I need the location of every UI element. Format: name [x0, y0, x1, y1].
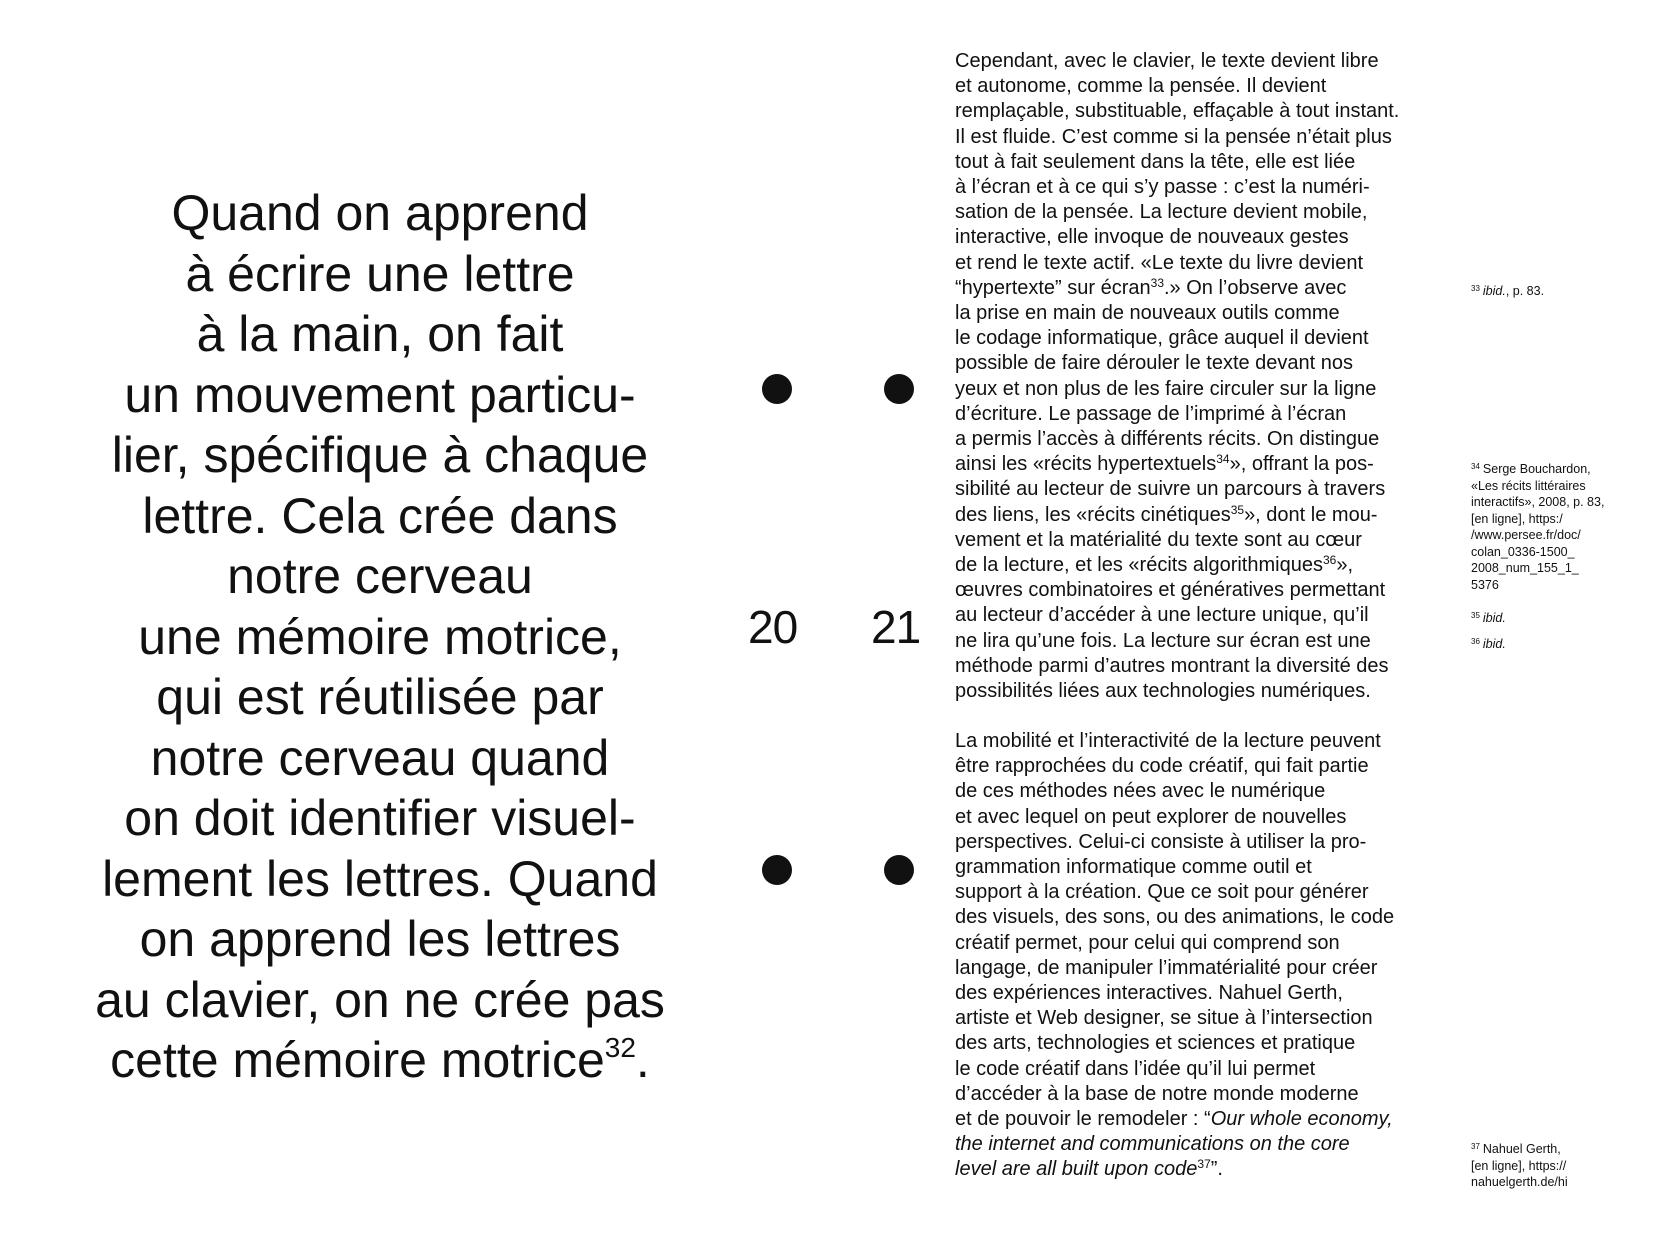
text-line: sibilité au lecteur de suivre un parcours à travers	[955, 478, 1386, 501]
text-line	[955, 1157, 1455, 1182]
footnote-36	[1471, 636, 1631, 653]
footnote-line	[1471, 636, 1631, 653]
footnote-line: «Les récits littéraires	[1471, 478, 1586, 493]
text-line: et avec lequel on peut explorer de nouvelles	[955, 805, 1347, 828]
quote-line: on apprend les lettres	[139, 911, 621, 967]
text-line: au lecteur d’accéder à une lecture unique, qu’il	[955, 604, 1369, 627]
text-line: possible de faire dérouler le texte devant nos	[955, 352, 1354, 375]
text-line: possibilités liées aux technologies numériques.	[955, 680, 1371, 703]
page-number-right: 21	[871, 601, 921, 653]
text-line: méthode parmi d’autres montrant la diversité des	[955, 654, 1389, 677]
text-segment: “hypertexte” sur écran	[955, 276, 1151, 299]
footnote-ref-33: 33	[1150, 275, 1164, 290]
text-segment: .» On l’observe avec	[1164, 276, 1347, 299]
text-line: Cependant, avec le clavier, le texte devient libre	[955, 50, 1379, 72]
text-line: support à la création. Que ce soit pour générer	[955, 881, 1369, 904]
text-segment: de la lecture, et les «récits algorithmiques	[955, 554, 1323, 577]
text-line: yeux et non plus de les faire circuler sur la ligne	[955, 377, 1377, 400]
text-line: et rend le texte actif. «Le texte du livre devient	[955, 251, 1364, 274]
dot-bottom-left	[762, 855, 792, 885]
quote-line: à la main, on fait	[196, 306, 564, 362]
text-line: de ces méthodes nées avec le numérique	[955, 780, 1326, 803]
footnote-37	[1471, 1141, 1631, 1191]
text-segment: », offrant la pos-	[1229, 453, 1374, 476]
text-line	[955, 1132, 1455, 1157]
footnote-33	[1471, 283, 1631, 300]
footnote-line	[1471, 1141, 1631, 1158]
text-line: grammation informatique comme outil et	[955, 856, 1312, 879]
text-segment: des liens, les «récits cinétiques	[955, 503, 1231, 526]
text-segment: et de pouvoir le remodeler : “	[955, 1108, 1211, 1131]
quote-line-last	[40, 1030, 720, 1091]
footnote-ibid: ibid.	[1482, 284, 1506, 298]
text-segment: », dont le mou-	[1244, 503, 1378, 526]
text-line	[955, 1107, 1455, 1132]
text-line: sation de la pensée. La lecture devient mobile,	[955, 201, 1368, 224]
footnote-line: /www.persee.fr/doc/	[1471, 528, 1581, 542]
quote-line: une mémoire motrice,	[138, 608, 622, 665]
footnote-ref-35: 35	[1230, 502, 1245, 517]
footnote-line: [en ligne], https:/	[1471, 511, 1563, 526]
text-line	[955, 503, 1455, 528]
text-segment: »,	[1336, 554, 1354, 577]
text-line: des visuels, des sons, ou des animations, le code	[955, 906, 1395, 929]
text-line: tout à fait seulement dans la tête, elle est liée	[955, 150, 1356, 173]
footnote-text: Serge Bouchardon,	[1482, 462, 1591, 476]
text-line: La mobilité et l’interactivité de la lecture peuvent	[955, 730, 1381, 752]
text-line	[955, 452, 1455, 477]
text-line: et autonome, comme la pensée. Il devient	[955, 75, 1327, 98]
footnote-number: 36	[1471, 637, 1480, 646]
footnote-line	[1471, 283, 1631, 300]
dot-top-left	[762, 374, 792, 404]
footnote-ref-32: 32	[604, 1032, 636, 1063]
quote-line: au clavier, on ne crée pas	[95, 971, 665, 1028]
text-line	[955, 553, 1455, 578]
dot-bottom-right	[884, 855, 914, 885]
quote-line: lier, spécifique à chaque	[111, 427, 649, 483]
text-line: créatif permet, pour celui qui comprend son	[955, 931, 1340, 954]
footnote-35	[1471, 610, 1631, 627]
text-line: la prise en main de nouveaux outils comme	[955, 302, 1340, 325]
footnote-line	[1471, 461, 1631, 478]
text-line: d’écriture. Le passage de l’imprimé à l’écran	[955, 402, 1347, 425]
footnote-line: [en ligne], https://	[1471, 1158, 1567, 1173]
footnote-number: 37	[1471, 1142, 1480, 1151]
text-line: perspectives. Celui-ci consiste à utiliser la pro-	[955, 830, 1367, 853]
dot-top-right	[884, 374, 914, 404]
quote-line: lettre. Cela crée dans	[142, 487, 618, 544]
footnote-ibid: ibid.	[1482, 611, 1506, 625]
text-line: le code créatif dans l’idée qu’il lui permet	[955, 1057, 1316, 1080]
footnote-number: 33	[1471, 284, 1480, 293]
quote-line: un mouvement particu-	[124, 366, 636, 423]
quote-italic: the internet and communications on the core	[955, 1133, 1350, 1156]
paragraph-1	[955, 49, 1455, 704]
quote-line-text: cette mémoire motrice	[110, 1032, 605, 1088]
footnote-34	[1471, 461, 1631, 593]
footnote-line: 5376	[1471, 577, 1499, 592]
footnote-line	[1471, 610, 1631, 627]
page-number-left: 20	[748, 601, 798, 653]
footnote-line: colan_0336-1500_	[1471, 544, 1575, 559]
quote-line: qui est réutilisée par	[156, 669, 604, 725]
text-line: interactive, elle invoque de nouveaux gestes	[955, 226, 1349, 249]
text-line: ne lira qu’une fois. La lecture sur écran est une	[955, 629, 1371, 652]
text-line: langage, de manipuler l’immatérialité pour créer	[955, 956, 1378, 979]
text-line: artiste et Web designer, se situe à l’intersection	[955, 1007, 1373, 1030]
quote-line: notre cerveau	[227, 548, 533, 604]
text-line: œuvres combinatoires et génératives permettant	[955, 579, 1386, 602]
footnote-ibid: ibid.	[1482, 637, 1506, 651]
text-line: vement et la matérialité du texte sont au cœur	[955, 528, 1362, 551]
quote-line: à écrire une lettre	[185, 245, 575, 302]
text-line: remplaçable, substituable, effaçable à tout instant.	[955, 100, 1400, 123]
text-line: des arts, technologies et sciences et pratique	[955, 1032, 1356, 1055]
footnote-ref-36: 36	[1322, 553, 1337, 568]
footnote-number: 34	[1471, 462, 1480, 471]
paragraph-2	[955, 729, 1455, 1183]
footnote-line: 2008_num_155_1_	[1471, 561, 1579, 575]
pull-quote	[40, 183, 720, 1091]
text-line: être rapprochées du code créatif, qui fait partie	[955, 755, 1369, 778]
footnote-ref-34: 34	[1216, 452, 1230, 467]
footnote-line: interactifs», 2008, p. 83,	[1471, 495, 1605, 509]
quote-italic: Our whole economy,	[1210, 1108, 1393, 1131]
footnote-text: Nahuel Gerth,	[1482, 1142, 1561, 1156]
quote-end-punct: .	[635, 1032, 650, 1088]
footnote-number: 35	[1471, 611, 1480, 620]
text-line: à l’écran et à ce qui s’y passe : c’est la numéri-	[955, 176, 1370, 199]
quote-line: lement les lettres. Quand	[102, 850, 658, 907]
quote-line: on doit identifier visuel-	[124, 790, 636, 846]
footnote-ref-37: 37	[1197, 1157, 1211, 1172]
text-line: le codage informatique, grâce auquel il devient	[955, 327, 1369, 350]
footnote-text: , p. 83.	[1505, 284, 1545, 298]
text-segment: ”.	[1210, 1158, 1223, 1181]
footnote-line: nahuelgerth.de/hi	[1471, 1175, 1568, 1189]
quote-line: notre cerveau quand	[150, 729, 610, 786]
quote-italic: level are all built upon code	[955, 1158, 1198, 1181]
quote-line: Quand on apprend	[171, 185, 589, 241]
text-line: a permis l’accès à différents récits. On distingue	[955, 428, 1380, 451]
text-line: Il est fluide. C’est comme si la pensée n’était plus	[955, 125, 1392, 148]
text-line	[955, 276, 1455, 301]
text-segment: ainsi les «récits hypertextuels	[955, 453, 1217, 476]
text-line: d’accéder à la base de notre monde moderne	[955, 1082, 1359, 1105]
text-line: des expériences interactives. Nahuel Gerth,	[955, 982, 1343, 1005]
